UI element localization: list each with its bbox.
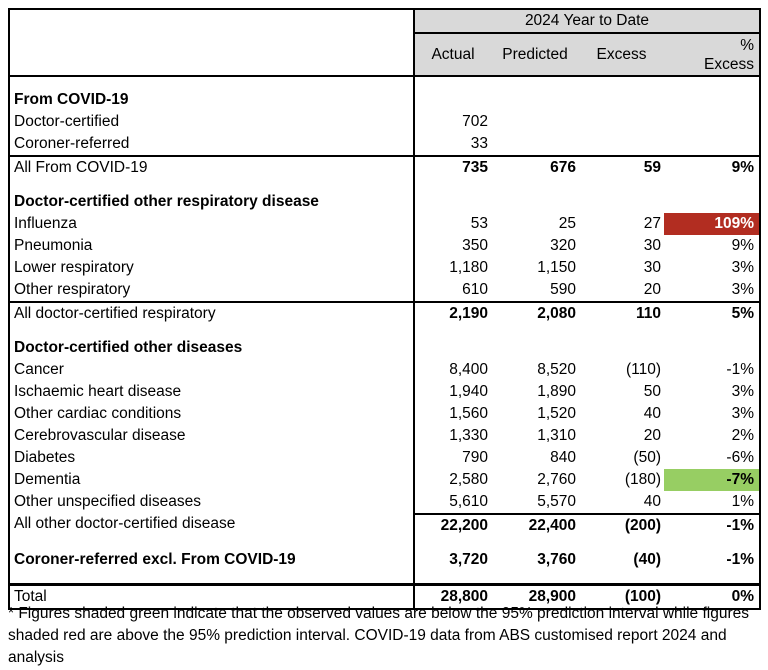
cell-actual: 735 <box>462 159 488 176</box>
table-row <box>10 133 759 155</box>
col-header-excess: Excess <box>596 45 647 63</box>
cell-excess: (100) <box>624 588 661 605</box>
cell-pct-excess: 3% <box>731 383 754 400</box>
cell-excess <box>579 77 664 111</box>
cell-excess <box>579 111 664 133</box>
cell-pct-excess: -1% <box>726 551 754 568</box>
row-label: Doctor-certified <box>10 111 415 133</box>
header-right-block <box>415 10 759 75</box>
cell-predicted: 1,520 <box>537 405 576 422</box>
cell-actual: 1,940 <box>449 383 488 400</box>
cell-predicted: 28,900 <box>528 588 576 605</box>
row-label: Doctor-certified other respiratory disease <box>10 179 415 213</box>
footnote: * Figures shaded green indicate that the observed values are below the 95% prediction interval while figures shaded red are above the 95% prediction interval. COVID-19 data from ABS customised report 2024 and analysis <box>8 605 749 666</box>
cell-predicted <box>491 179 579 213</box>
cell-excess: (200) <box>624 517 661 534</box>
row-values <box>415 279 759 301</box>
row-label: Cerebrovascular disease <box>10 425 415 447</box>
cell-actual: 53 <box>470 215 488 232</box>
row-label: Coroner-referred <box>10 133 415 155</box>
table-row <box>10 257 759 279</box>
cell-pct-excess: 2% <box>731 427 754 444</box>
cell-excess: 20 <box>643 427 661 444</box>
row-values <box>415 303 759 325</box>
cell-pct-excess <box>664 179 759 213</box>
cell-actual: 33 <box>470 135 488 152</box>
table-row <box>10 155 759 179</box>
cell-actual <box>415 179 491 213</box>
cell-excess <box>579 179 664 213</box>
cell-excess: 40 <box>643 493 661 510</box>
cell-predicted: 1,890 <box>537 383 576 400</box>
cell-pct-excess: 0% <box>731 588 754 605</box>
table-row <box>10 235 759 257</box>
cell-pct-excess: -1% <box>726 361 754 378</box>
cell-pct-excess: -6% <box>726 449 754 466</box>
excess-mortality-table <box>8 8 761 610</box>
row-label: All From COVID-19 <box>10 157 415 179</box>
row-label: Pneumonia <box>10 235 415 257</box>
row-values <box>415 425 759 447</box>
cell-predicted: 25 <box>558 215 576 232</box>
table-row <box>10 469 759 491</box>
cell-pct-excess: -1% <box>726 517 754 534</box>
cell-actual: 2,580 <box>449 471 488 488</box>
table-row <box>10 279 759 301</box>
cell-predicted: 676 <box>550 159 576 176</box>
cell-predicted: 8,520 <box>537 361 576 378</box>
cell-excess: 110 <box>635 305 661 322</box>
cell-pct-excess: 3% <box>731 259 754 276</box>
cell-pct-excess <box>664 133 759 155</box>
table-row <box>10 425 759 447</box>
cell-excess: (180) <box>624 471 661 488</box>
row-values <box>415 235 759 257</box>
cell-actual: 702 <box>462 113 488 130</box>
table-row <box>10 77 759 111</box>
row-values <box>415 213 759 235</box>
row-values <box>415 157 759 179</box>
row-label: Diabetes <box>10 447 415 469</box>
row-values <box>415 469 759 491</box>
cell-actual <box>415 325 491 359</box>
row-label: All other doctor-certified disease <box>10 513 415 537</box>
cell-pct-excess: 1% <box>731 493 754 510</box>
table-row <box>10 111 759 133</box>
row-label: Other unspecified diseases <box>10 491 415 513</box>
cell-excess: 27 <box>643 215 661 232</box>
cell-actual: 5,610 <box>449 493 488 510</box>
table-row <box>10 213 759 235</box>
cell-pct-excess: 3% <box>731 405 754 422</box>
cell-excess: 50 <box>643 383 661 400</box>
cell-predicted: 22,400 <box>528 517 576 534</box>
col-header-pct-excess: % Excess <box>704 36 754 73</box>
cell-actual: 610 <box>462 281 488 298</box>
cell-excess: 40 <box>643 405 661 422</box>
table-header <box>10 10 759 77</box>
cell-predicted: 2,760 <box>537 471 576 488</box>
cell-predicted: 1,310 <box>537 427 576 444</box>
cell-actual: 1,330 <box>449 427 488 444</box>
table-row <box>10 491 759 513</box>
cell-actual: 350 <box>462 237 488 254</box>
row-label: Total <box>10 586 415 608</box>
row-label: Ischaemic heart disease <box>10 381 415 403</box>
table-row <box>10 447 759 469</box>
table-row <box>10 403 759 425</box>
row-label: Coroner-referred excl. From COVID-19 <box>10 537 415 583</box>
table-body <box>10 77 759 608</box>
row-values <box>415 491 759 513</box>
table-row <box>10 537 759 583</box>
col-header-predicted: Predicted <box>502 45 568 63</box>
table-row <box>10 301 759 325</box>
cell-actual: 1,560 <box>449 405 488 422</box>
row-values <box>415 179 759 213</box>
cell-pct-excess: 109% <box>664 213 759 235</box>
row-label: Cancer <box>10 359 415 381</box>
row-values <box>415 513 759 537</box>
row-values <box>415 257 759 279</box>
table-row <box>10 381 759 403</box>
row-label: Other respiratory <box>10 279 415 301</box>
row-label: All doctor-certified respiratory <box>10 303 415 325</box>
group-header-2024-ytd: 2024 Year to Date <box>415 10 759 34</box>
row-label: Other cardiac conditions <box>10 403 415 425</box>
row-label: Lower respiratory <box>10 257 415 279</box>
cell-pct-excess: 9% <box>731 237 754 254</box>
row-values <box>415 77 759 111</box>
cell-predicted <box>491 325 579 359</box>
cell-predicted: 840 <box>550 449 576 466</box>
row-values <box>415 537 759 583</box>
cell-actual: 2,190 <box>449 305 488 322</box>
cell-actual: 28,800 <box>440 588 488 605</box>
row-label: Doctor-certified other diseases <box>10 325 415 359</box>
header-corner-cell <box>10 10 415 75</box>
row-label: Influenza <box>10 213 415 235</box>
cell-predicted <box>491 77 579 111</box>
row-values <box>415 133 759 155</box>
row-values <box>415 359 759 381</box>
cell-excess: 30 <box>643 237 661 254</box>
cell-pct-excess <box>664 111 759 133</box>
cell-excess: 20 <box>643 281 661 298</box>
row-values <box>415 403 759 425</box>
cell-predicted: 1,150 <box>537 259 576 276</box>
cell-predicted <box>491 133 579 155</box>
table-row <box>10 513 759 537</box>
cell-excess: (40) <box>633 551 661 568</box>
cell-excess: 59 <box>643 159 661 176</box>
cell-excess <box>579 133 664 155</box>
cell-actual <box>415 77 491 111</box>
cell-predicted: 5,570 <box>537 493 576 510</box>
cell-pct-excess: 3% <box>731 281 754 298</box>
row-values <box>415 111 759 133</box>
row-values <box>415 381 759 403</box>
cell-predicted: 320 <box>550 237 576 254</box>
cell-predicted <box>491 111 579 133</box>
cell-excess <box>579 325 664 359</box>
cell-pct-excess <box>664 77 759 111</box>
cell-pct-excess <box>664 325 759 359</box>
table-row <box>10 325 759 359</box>
table-row <box>10 179 759 213</box>
cell-excess: (50) <box>633 449 661 466</box>
cell-predicted: 590 <box>550 281 576 298</box>
row-values <box>415 325 759 359</box>
cell-excess: 30 <box>643 259 661 276</box>
cell-actual: 790 <box>462 449 488 466</box>
cell-pct-excess: 9% <box>731 159 754 176</box>
cell-actual: 22,200 <box>440 517 488 534</box>
cell-excess: (110) <box>625 361 661 378</box>
row-values <box>415 447 759 469</box>
cell-predicted: 2,080 <box>537 305 576 322</box>
cell-actual: 3,720 <box>449 551 488 568</box>
cell-predicted: 3,760 <box>537 551 576 568</box>
cell-pct-excess: 5% <box>731 305 754 322</box>
table-row <box>10 359 759 381</box>
row-label: Dementia <box>10 469 415 491</box>
column-header-row <box>415 34 759 75</box>
col-header-actual: Actual <box>431 45 475 63</box>
cell-actual: 1,180 <box>449 259 488 276</box>
cell-actual: 8,400 <box>449 361 488 378</box>
cell-pct-excess: -7% <box>664 469 759 491</box>
row-label: From COVID-19 <box>10 77 415 111</box>
